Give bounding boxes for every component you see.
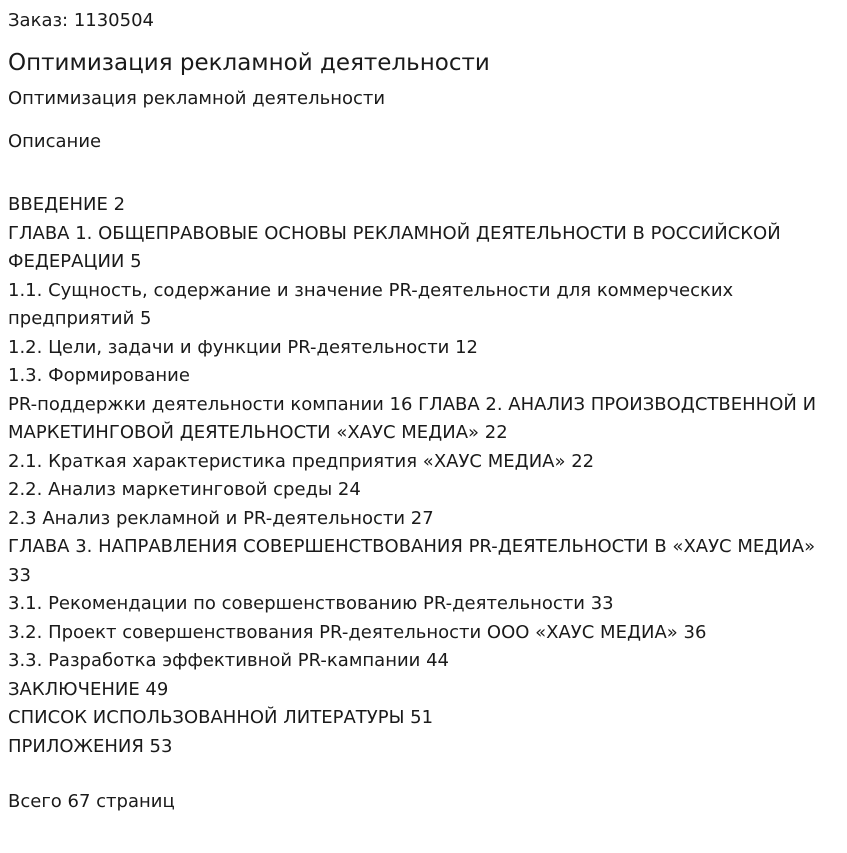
toc-item: 2.2. Анализ маркетинговой среды 24 xyxy=(8,479,361,500)
toc-item: 3.2. Проект совершенствования PR-деятельности ООО «ХАУС МЕДИА» 36 xyxy=(8,621,707,643)
toc-item: ПРИЛОЖЕНИЯ 53 xyxy=(8,735,173,757)
page-title: Оптимизация рекламной деятельности xyxy=(8,50,490,76)
toc-item: СПИСОК ИСПОЛЬЗОВАННОЙ ЛИТЕРАТУРЫ 51 xyxy=(8,707,434,728)
toc-item: 2.3 Анализ рекламной и PR-деятельности 27 xyxy=(8,507,434,529)
toc-item: ГЛАВА 3. НАПРАВЛЕНИЯ СОВЕРШЕНСТВОВАНИЯ PR-ДЕЯТЕЛЬНОСТИ В «ХАУС МЕДИА» 33 xyxy=(8,536,816,586)
toc-item: 2.1. Краткая характеристика предприятия «ХАУС МЕДИА» 22 xyxy=(8,450,595,472)
order-number: Заказ: 1130504 xyxy=(8,10,154,31)
toc-item: 1.2. Цели, задачи и функции PR-деятельности 12 xyxy=(8,336,479,358)
toc-item: 3.1. Рекомендации по совершенствованию PR-деятельности 33 xyxy=(8,593,614,614)
page-subtitle: Оптимизация рекламной деятельности xyxy=(8,88,386,109)
toc-item: 1.3. Формирование xyxy=(8,365,190,386)
toc-item: 3.3. Разработка эффективной PR-кампании 44 xyxy=(8,650,449,671)
description-heading: Описание xyxy=(8,131,102,152)
toc-item: PR-поддержки деятельности компании 16 ГЛАВА 2. АНАЛИЗ ПРОИЗВОДСТВЕННОЙ И МАРКЕТИНГОВОЙ ДЕЯТЕЛЬНОСТИ «ХАУС МЕДИА» 22 xyxy=(8,393,817,443)
toc-item: ЗАКЛЮЧЕНИЕ 49 xyxy=(8,678,169,700)
toc-item: ГЛАВА 1. ОБЩЕПРАВОВЫЕ ОСНОВЫ РЕКЛАМНОЙ ДЕЯТЕЛЬНОСТИ В РОССИЙСКОЙ ФЕДЕРАЦИИ 5 xyxy=(8,222,781,272)
toc-item: ВВЕДЕНИЕ 2 xyxy=(8,194,126,215)
total-pages: Всего 67 страниц xyxy=(8,791,175,812)
toc-item: 1.1. Сущность, содержание и значение PR-деятельности для коммерческих предприятий 5 xyxy=(8,279,734,329)
table-of-contents xyxy=(8,191,838,761)
